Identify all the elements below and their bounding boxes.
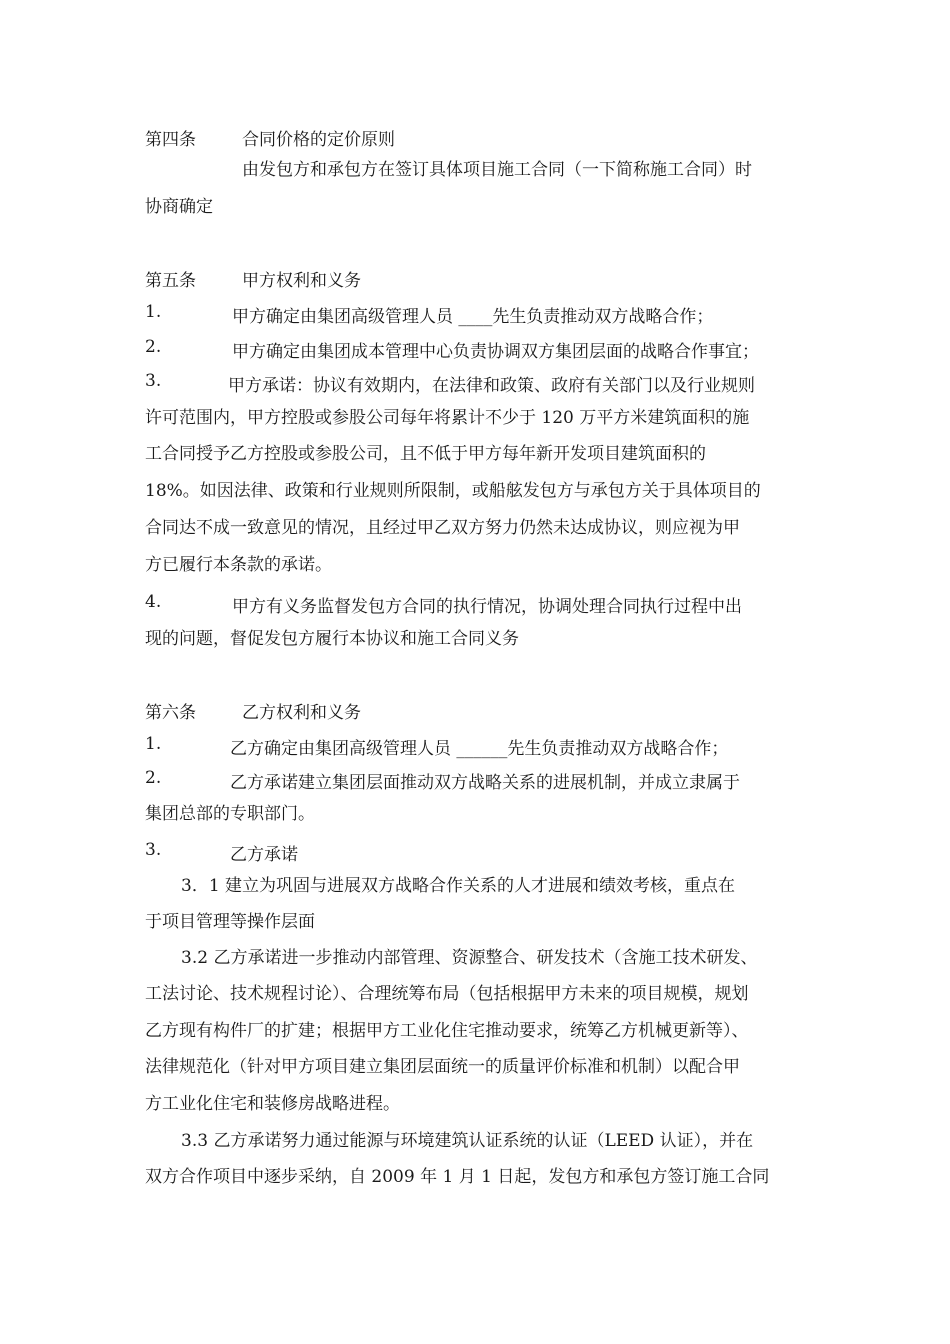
article5-item1-text: 甲方确定由集团高级管理人员 ____先生负责推动双方战略合作；	[232, 307, 714, 327]
article5-item4-num: 4.	[145, 592, 162, 612]
article5-item3-num: 3.	[145, 371, 162, 391]
article6-sub2-text: 方工业化住宅和装修房战略进程。	[145, 1094, 400, 1114]
article5-item2-num: 2.	[145, 337, 162, 357]
article6-item2-text: 集团总部的专职部门。	[145, 804, 315, 824]
article6-item1-text: 乙方确定由集团高级管理人员 ______先生负责推动双方战略合作；	[230, 739, 729, 759]
article5-item3-text: 许可范围内，甲方控股或参股公司每年将累计不少于 120 万平方米建筑面积的施	[145, 408, 750, 428]
article6-sub3-text: 双方合作项目中逐步采纳，自 2009 年 1 月 1 日起，发包方和承包方签订施工合同	[145, 1167, 770, 1187]
article6-item2-num: 2.	[145, 768, 162, 788]
article5-item3-text: 甲方承诺：协议有效期内，在法律和政策、政府有关部门以及行业规则	[228, 376, 755, 396]
article5-item4-text: 现的问题，督促发包方履行本协议和施工合同义务	[145, 629, 519, 649]
article6-sub3-text: 3.3 乙方承诺努力通过能源与环境建筑认证系统的认证（LEED 认证），并在	[181, 1131, 754, 1151]
article6-item3-text: 乙方承诺	[230, 845, 298, 865]
article4-line: 协商确定	[145, 197, 213, 217]
article5-item3-text: 方已履行本条款的承诺。	[145, 555, 332, 575]
article4-label: 第四条	[145, 130, 196, 150]
article4-line: 由发包方和承包方在签订具体项目施工合同（一下简称施工合同）时	[242, 160, 752, 180]
article5-label: 第五条	[145, 271, 196, 291]
article5-item3-text: 合同达不成一致意见的情况，且经过甲乙双方努力仍然未达成协议，则应视为甲	[145, 518, 740, 538]
article5-item3-text: 工合同授予乙方控股或参股公司，且不低于甲方每年新开发项目建筑面积的	[145, 444, 706, 464]
article6-sub1-text: 3．1 建立为巩固与进展双方战略合作关系的人才进展和绩效考核，重点在	[181, 876, 736, 896]
article6-sub2-text: 乙方现有构件厂的扩建；根据甲方工业化住宅推动要求，统筹乙方机械更新等）、	[145, 1021, 749, 1041]
article5-item3-text: 18%。如因法律、政策和行业规则所限制，或船舷发包方与承包方关于具体项目的	[145, 481, 761, 501]
article6-item3-num: 3.	[145, 840, 162, 860]
article5-title: 甲方权利和义务	[242, 271, 361, 291]
article6-item2-text: 乙方承诺建立集团层面推动双方战略关系的进展机制，并成立隶属于	[230, 773, 740, 793]
article5-item2-text: 甲方确定由集团成本管理中心负责协调双方集团层面的战略合作事宜；	[232, 342, 759, 362]
article5-item4-text: 甲方有义务监督发包方合同的执行情况，协调处理合同执行过程中出	[232, 597, 742, 617]
article6-item1-num: 1.	[145, 734, 162, 754]
article4-title: 合同价格的定价原则	[242, 130, 395, 150]
article5-item1-num: 1.	[145, 302, 162, 322]
article6-sub2-text: 法律规范化（针对甲方项目建立集团层面统一的质量评价标准和机制）以配合甲	[145, 1057, 740, 1077]
article6-sub1-text: 于项目管理等操作层面	[145, 912, 315, 932]
article6-title: 乙方权利和义务	[242, 703, 361, 723]
article6-sub2-text: 工法讨论、技术规程讨论）、合理统筹布局（包括根据甲方未来的项目规模，规划	[145, 984, 749, 1004]
article6-sub2-text: 3.2 乙方承诺进一步推动内部管理、资源整合、研发技术（含施工技术研发、	[181, 948, 758, 968]
article6-label: 第六条	[145, 703, 196, 723]
